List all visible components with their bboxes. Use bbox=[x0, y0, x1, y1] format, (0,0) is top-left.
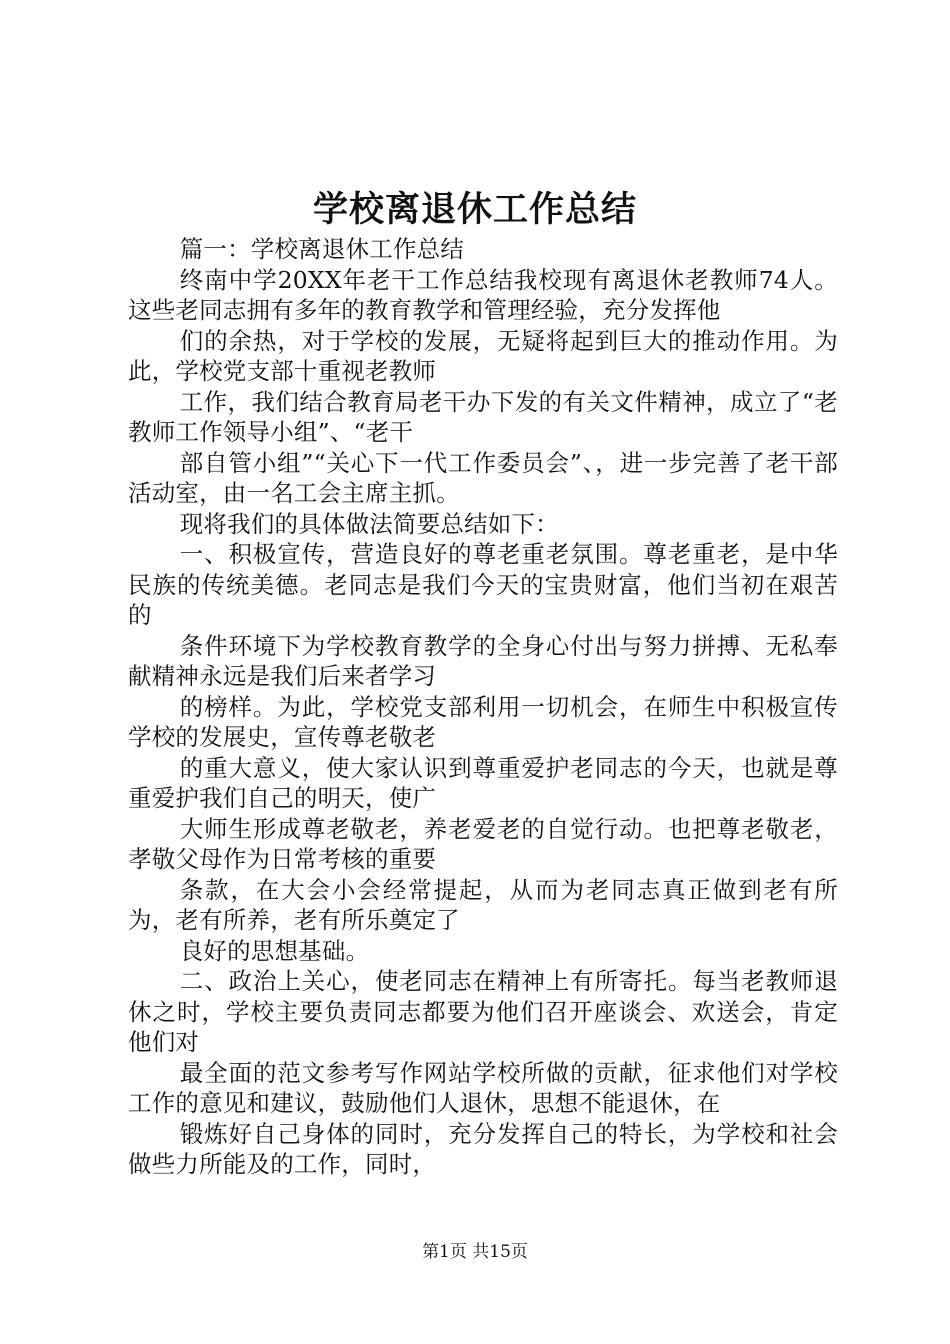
paragraph: 现将我们的具体做法简要总结如下： bbox=[179, 509, 559, 538]
paragraph: 工作，我们结合教育局老干办下发的有关文件精神，成立了“老教师工作领导小组”、“老干 bbox=[128, 387, 838, 446]
paragraph: 部自管小组”“关心下一代工作委员会”、，进一步完善了老干部活动室，由一名工会主席主抓。 bbox=[128, 448, 838, 507]
paragraph: 条款，在大会小会经常提起，从而为老同志真正做到老有所为，老有所养，老有所乐奠定了 bbox=[128, 875, 838, 934]
page-number-footer: 第1页 共15页 bbox=[422, 1242, 528, 1262]
paragraph: 终南中学20XX年老干工作总结我校现有离退休老教师74人。这些老同志拥有多年的教育教学和管理经验，充分发挥他 bbox=[128, 265, 838, 324]
paragraph: 一、积极宣传，营造良好的尊老重老氛围。尊老重老，是中华民族的传统美德。老同志是我们今天的宝贵财富，他们当初在艰苦的 bbox=[128, 540, 838, 629]
paragraph: 二、政治上关心，使老同志在精神上有所寄托。每当老教师退休之时，学校主要负责同志都要为他们召开座谈会、欢送会，肯定他们对 bbox=[128, 967, 838, 1056]
paragraph: 们的余热，对于学校的发展，无疑将起到巨大的推动作用。为此，学校党支部十重视老教师 bbox=[128, 326, 838, 385]
paragraph: 条件环境下为学校教育教学的全身心付出与努力拼搏、无私奉献精神永远是我们后来者学习 bbox=[128, 631, 838, 690]
document-body bbox=[128, 234, 838, 1180]
paragraph: 的重大意义，使大家认识到尊重爱护老同志的今天，也就是尊重爱护我们自己的明天，使广 bbox=[128, 753, 838, 812]
paragraph: 篇一：学校离退休工作总结 bbox=[179, 235, 465, 263]
paragraph: 大师生形成尊老敬老，养老爱老的自觉行动。也把尊老敬老，孝敬父母作为日常考核的重要 bbox=[128, 814, 838, 873]
paragraph: 锻炼好自己身体的同时，充分发挥自己的特长，为学校和社会做些力所能及的工作，同时， bbox=[128, 1119, 838, 1178]
paragraph: 最全面的范文参考写作网站学校所做的贡献，征求他们对学校工作的意见和建议，鼓励他们人退休，思想不能退休，在 bbox=[128, 1058, 838, 1117]
document-title: 学校离退休工作总结 bbox=[312, 189, 637, 230]
paragraph: 良好的思想基础。 bbox=[179, 936, 370, 965]
paragraph: 的榜样。为此，学校党支部利用一切机会，在师生中积极宣传学校的发展史，宣传尊老敬老 bbox=[128, 692, 838, 751]
